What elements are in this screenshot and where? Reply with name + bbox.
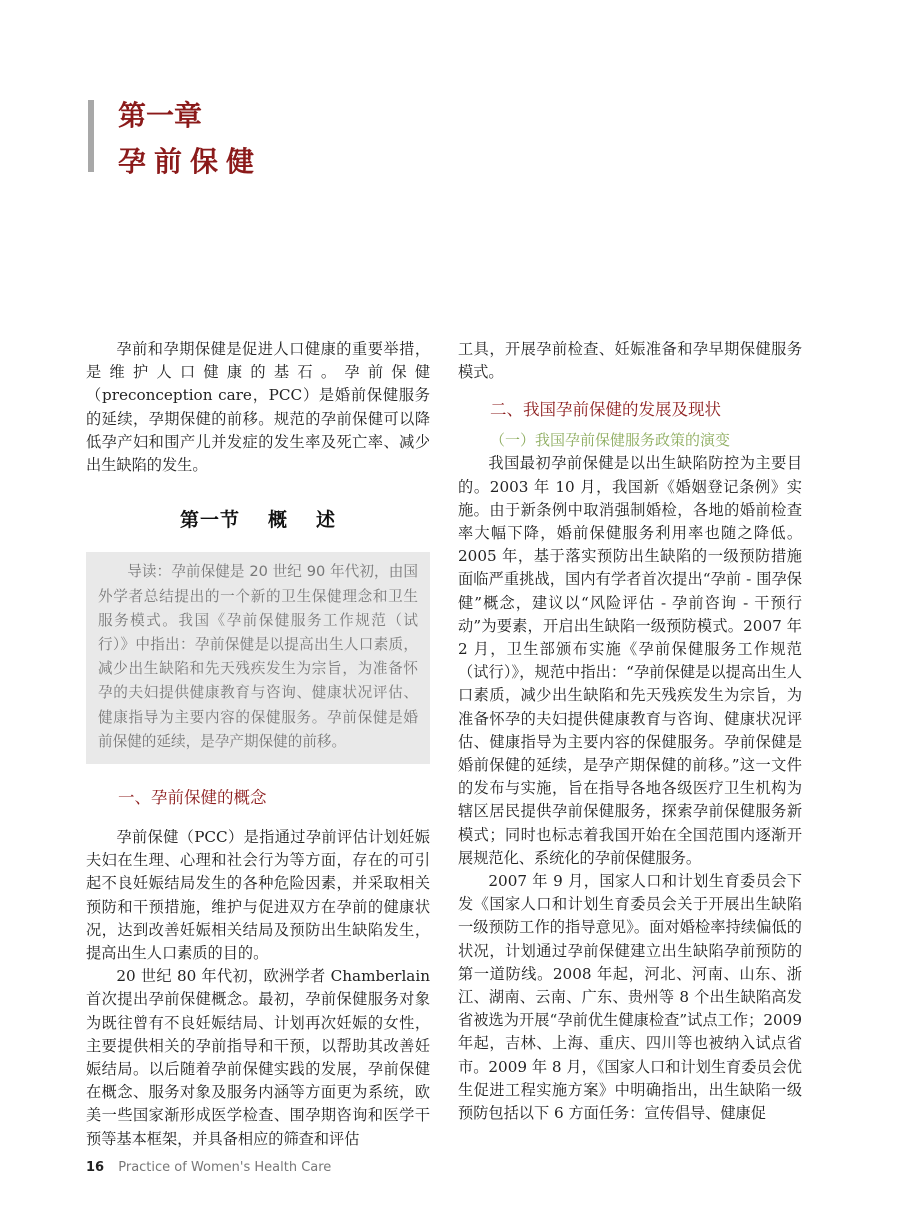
page-number: 16: [86, 1160, 105, 1175]
intro-paragraph: 孕前和孕期保健是促进人口健康的重要举措，是维护人口健康的基石。孕前保健（preconception care，PCC）是婚前保健服务的延续，孕期保健的前移。规范的孕前保健可以降低孕产妇和围产儿并发症的发生率及死亡率、减少出生缺陷的发生。: [86, 340, 430, 475]
heading-concept: 一、孕前保健的概念: [118, 788, 267, 808]
section-heading-char-2: 述: [316, 509, 337, 532]
body-paragraph: 我国最初孕前保健是以出生缺陷防控为主要目的。2003 年 10 月，我国新《婚姻登记条例》实施。由于新条例中取消强制婚检，各地的婚前检查率大幅下降，婚前保健服务利用率也随之降低。2005 年，基于落实预防出生缺陷的一级预防措施面临严重挑战，国内有学者首次提出“孕前 - 围孕保健”概念，建议以“风险评估 - 孕前咨询 - 干预行动”为要素，开启出生缺陷一级预防模式。2007 年 2 月，卫生部颁布实施《孕前保健服务工作规范（试行）》，规范中指出：“孕前保健是以提高出生人口素质，减少出生缺陷和先天残疾发生为宗旨，为准备怀孕的夫妇提供健康教育与咨询、健康状况评估、健康指导为主要内容的保健服务。孕前保健是婚前保健的延续，是孕产期保健的前移。”这一文件的发布与实施，旨在指导各地各级医疗卫生机构为辖区居民提供孕前保健服务，探索孕前保健服务新模式；同时也标志着我国开始在全国范围内逐渐开展规范化、系统化的孕前保健服务。: [458, 454, 802, 867]
chapter-accent-bar: [88, 100, 94, 172]
subheading-policy: （一）我国孕前保健服务政策的演变: [490, 431, 731, 450]
chapter-heading: [118, 96, 262, 182]
right-column: [458, 338, 802, 1125]
body-paragraph: 2007 年 9 月，国家人口和计划生育委员会下发《国家人口和计划生育委员会关于开展出生缺陷一级预防工作的指导意见》。面对婚检率持续偏低的状况，计划通过孕前保健建立出生缺陷孕前预防的第一道防线。2008 年起，河北、河南、山东、浙江、湖南、云南、广东、贵州等 8 个出生缺陷高发省被选为开展“孕前优生健康检查”试点工作；2009 年起，吉林、上海、重庆、四川等也被纳入试点省市。2009 年 8 月，《国家人口和计划生育委员会优生促进工程实施方案》中明确指出，出生缺陷一级预防包括以下 6 方面任务：宣传倡导、健康促: [458, 872, 802, 1123]
guide-box: 导读：孕前保健是 20 世纪 90 年代初，由国外学者总结提出的一个新的卫生保健理念和卫生服务模式。我国《孕前保健服务工作规范（试行）》中指出：孕前保健是以提高出生人口素质，减少出生缺陷和先天残疾发生为宗旨，为准备怀孕的夫妇提供健康教育与咨询、健康状况评估、健康指导为主要内容的保健服务。孕前保健是婚前保健的延续，是孕产期保健的前移。: [86, 552, 430, 764]
section-heading-number: 第一节: [179, 509, 240, 532]
chapter-number: 第一章: [118, 99, 203, 132]
section-heading-char-1: 概: [267, 509, 288, 532]
body-paragraph: 20 世纪 80 年代初，欧洲学者 Chamberlain 首次提出孕前保健概念。最初，孕前保健服务对象为既往曾有不良妊娠结局、计划再次妊娠的女性，主要提供相关的孕前指导和干预，以帮助其改善妊娠结局。以后随着孕前保健实践的发展，孕前保健在概念、服务对象及服务内涵等方面更为系统，欧美一些国家渐形成医学检查、围孕期咨询和医学干预等基本框架，并具备相应的筛查和评估: [86, 967, 430, 1148]
chapter-title: 孕前保健: [118, 145, 263, 178]
continuation-paragraph: 工具，开展孕前检查、妊娠准备和孕早期保健服务模式。: [458, 340, 802, 382]
heading-development: 二、我国孕前保健的发展及现状: [490, 400, 721, 420]
body-paragraph: 孕前保健（PCC）是指通过孕前评估计划妊娠夫妇在生理、心理和社会行为等方面，存在的可引起不良妊娠结局发生的各种危险因素，并采取相关预防和干预措施，维护与促进双方在孕前的健康状况，达到改善妊娠相关结局及预防出生缺陷发生，提高出生人口素质的目的。: [86, 828, 430, 963]
series-title: Practice of Women's Health Care: [118, 1160, 332, 1175]
left-column: [86, 338, 430, 1151]
page-footer: [86, 1160, 331, 1175]
section-heading: [86, 509, 430, 532]
